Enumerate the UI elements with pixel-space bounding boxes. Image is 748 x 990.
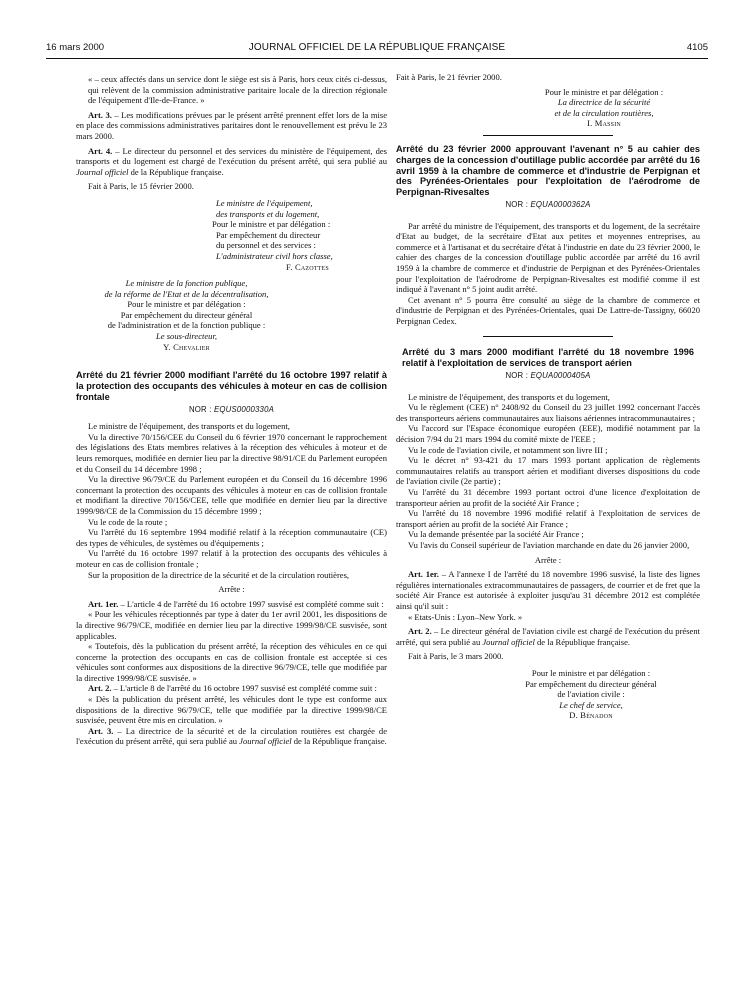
sig1-line: Pour le ministre et par délégation : <box>212 219 331 230</box>
article-1-paragraph <box>396 569 700 611</box>
quote-paragraph: « Pour les véhicules réceptionnés par type à dater du 1er avril 2001, les dispositions de la directive 96/79/CE, modifiée en dernier lieu par la directive 1999/98/CE susvisée, sont applicables. <box>76 609 387 641</box>
article-4-label: Art. 4. <box>88 145 113 156</box>
preamble-paragraph: Vu le décret n° 93-421 du 17 mars 1993 portant application de règlements communautaires relatifs au transport aérien et modifiant diverses dispositions du code de l'aviation civile (2e partie) ; <box>396 455 700 487</box>
body-paragraph: Cet avenant n° 5 pourra être consulté au siège de la chambre de commerce et d'industrie de Perpignan et des Pyrénées-Orientales, quai De Lattre-de-Tassigny, 66020 Perpignan Cedex. <box>396 294 700 326</box>
nor-code: EQUA0000362A <box>530 199 591 209</box>
nor-reference <box>76 405 387 416</box>
nor-reference <box>396 200 700 211</box>
preamble-paragraph: Vu l'avis du Conseil supérieur de l'aviation marchande en date du 26 janvier 2000, <box>408 539 690 550</box>
sig1-line: du personnel et des services : <box>216 240 316 251</box>
fait-date-3: Fait à Paris, le 3 mars 2000. <box>408 651 504 662</box>
nor-label: NOR : <box>505 199 531 209</box>
sig3-line: et de la circulation routières, <box>554 107 654 118</box>
article-4-journal: Journal officiel <box>76 166 129 177</box>
article-2-text: – Le directeur général de l'aviation civile est chargé de l'exécution du présent arrêté, qui sera publié au <box>396 626 700 647</box>
sig2-line: de la réforme de l'Etat et de la décentralisation, <box>104 288 269 299</box>
preamble-paragraph: Vu la demande présentée par la société Air France ; <box>408 529 584 540</box>
article-4-text-end: de la République française. <box>128 166 224 177</box>
header-journal-title: JOURNAL OFFICIEL DE LA RÉPUBLIQUE FRANÇAISE <box>248 42 506 53</box>
signatory-name: D. Bénadon <box>569 710 613 721</box>
article-2-journal: Journal officiel <box>482 636 535 647</box>
preamble-paragraph: Vu la directive 70/156/CEE du Conseil du 6 février 1970 concernant le rapprochement des législations des Etats membres relatives à la réception des véhicules à moteur et de leurs remorques, modifiée en dernier lieu par la directive 98/91/CE du Parlement européen et du Conseil du 14 décembre 1998 ; <box>76 431 387 474</box>
preamble-paragraph: Vu la directive 96/79/CE du Parlement européen et du Conseil du 16 décembre 1996 concernant la protection des occupants des véhicules à moteur en cas de collision frontale et modifiant la directive 70/156/CEE, telle que modifiée en dernier lieu par la directive 1999/98/CE de la Commission du 15 décembre 1999 ; <box>76 474 387 516</box>
signature-block-2 <box>76 278 387 352</box>
sig1-line: Le ministre de l'équipement, <box>216 197 313 208</box>
sig1-line: des transports et du logement, <box>216 208 320 219</box>
signature-block-1 <box>76 198 387 272</box>
article-2-paragraph <box>396 626 700 647</box>
article-1-label: Art. 1er. <box>408 569 439 580</box>
signatory-name: Y. Chevalier <box>163 341 210 352</box>
article-1-label: Art. 1er. <box>88 598 119 609</box>
preamble-paragraph: Sur la proposition de la directrice de la sécurité et de la circulation routières, <box>88 569 350 580</box>
preamble-paragraph: Le ministre de l'équipement, des transports et du logement, <box>408 391 610 402</box>
article-1-text: – A l'annexe I de l'arrêté du 18 novembre 1996 susvisé, la liste des lignes régulières internationales extracommunautaires de passagers, de courrier et de fret que la société Air France est autorisée à exploiter jusqu'au 31 décembre 2012 est complétée ainsi qu'il suit : <box>396 569 700 611</box>
body-paragraph: Par arrêté du ministre de l'équipement, des transports et du logement, de la secrétaire d'Etat au budget, de la secrétaire d'Etat aux petites et moyennes entreprises, au commerce et à l'artisanat et du secrétaire d'état à l'industrie en date du 23 février 2000, le cahier des charges de la concession d'outillage public accordée par arrêté du 16 avril 1959 à la chambre de commerce et d'industrie de Perpignan et des Pyrénées-Orientales pour l'exploitation de l'aérodrome de Perpignan-Rivesaltes est modifié comme il est indiqué à l'avenant n° 5 joint audit arrêté. <box>396 220 700 295</box>
nor-label: NOR : <box>505 371 531 381</box>
left-column <box>76 74 387 747</box>
sig1-line: Par empêchement du directeur <box>216 229 321 240</box>
article-3b-paragraph <box>76 726 387 747</box>
signature-block-3 <box>396 87 684 129</box>
sig2-line: Par empêchement du directeur général <box>120 309 253 320</box>
sig1-line: L'administrateur civil hors classe, <box>216 250 333 261</box>
preamble-paragraph: Vu l'arrêté du 18 novembre 1996 modifié relatif à l'exploitation de services de transport aérien au profit de la société Air France ; <box>396 508 700 529</box>
article-2-label: Art. 2. <box>408 626 432 637</box>
article-4-text: – Le directeur du personnel et des services du ministère de l'équipement, des transports et du logement est chargé de l'exécution du présent arrêté, qui sera publié au <box>76 145 388 167</box>
sig4-line: Le chef de service, <box>559 699 623 710</box>
fait-date-1: Fait à Paris, le 15 février 2000. <box>88 181 194 192</box>
nor-code: EQUA0000405A <box>530 371 591 381</box>
preamble-paragraph: Vu l'arrêté du 31 décembre 1993 portant octroi d'une licence d'exploitation de transporteur aérien au profit de la société Air France ; <box>396 487 700 508</box>
sig4-line: Pour le ministre et par délégation : <box>531 667 651 678</box>
article-3-text: – Les modifications prévues par le présent arrêté prennent effet lors de la mise en place des commissions administratives paritaires dont le renouvellement est prévu le 23 mars 2000. <box>76 109 387 141</box>
sig2-line: Le ministre de la fonction publique, <box>125 278 248 289</box>
preamble-paragraph: Vu l'accord sur l'Espace économique européen (EEE), modifié notamment par la décision 7/94 du 21 mars 1994 du comité mixte de l'EEE ; <box>396 423 700 445</box>
article-1-paragraph <box>76 599 387 610</box>
sig2-line: de l'administration et de la fonction publique : <box>107 320 266 331</box>
decree-title: Arrêté du 21 février 2000 modifiant l'arrêté du 16 octobre 1997 relatif à la protection des occupants des véhicules à moteur en cas de collision frontale <box>76 370 387 402</box>
article-2-text-end: de la République française. <box>534 636 631 647</box>
article-4-paragraph <box>76 146 387 178</box>
page-header <box>46 42 708 59</box>
decree-title: Arrêté du 23 février 2000 approuvant l'avenant n° 5 au cahier des charges de la concession d'outillage public accordée par arrêté du 16 avril 1959 à la chambre de commerce et d'industrie de Perpignan et des Pyrénées-Orientales pour l'exploitation de l'aérodrome de Perpignan-Rivesaltes <box>396 143 700 198</box>
signatory-name: I. Massin <box>587 118 621 129</box>
quote-paragraph: « Etats-Unis : Lyon–New York. » <box>408 611 523 622</box>
section-divider <box>483 336 613 337</box>
article-3-paragraph <box>76 110 387 142</box>
article-2-text: – L'article 8 de l'arrêté du 16 octobre 1997 susvisé est complété comme suit : <box>111 683 377 694</box>
sig3-line: Pour le ministre et par délégation : <box>544 86 664 97</box>
sig2-line: Le sous-directeur, <box>156 331 217 342</box>
article-2-paragraph <box>76 683 387 694</box>
sig3-line: La directrice de la sécurité <box>557 97 651 108</box>
signatory-name: F. Cazottes <box>286 261 329 272</box>
arrete-heading: Arrête : <box>534 554 562 565</box>
quote-paragraph: « Toutefois, dès la publication du présent arrêté, la réception des véhicules en ce qui concerne la protection des occupants en cas de collision frontale est acceptée si ces véhicules sont conformes aux dispositions de la directive 96/79/CE, telle que modifiée par la directive 1999/98/CE susvisée. » <box>76 641 387 683</box>
fait-date-2: Fait à Paris, le 21 février 2000. <box>396 72 502 82</box>
article-3b-text-end: de la République française. <box>291 736 387 747</box>
signature-block-4 <box>396 668 686 721</box>
arrete-heading: Arrête : <box>218 584 245 595</box>
sig2-line: Pour le ministre et par délégation : <box>127 299 246 310</box>
article-3b-journal: Journal officiel <box>239 736 292 747</box>
preamble-paragraph: Vu l'arrêté du 16 septembre 1994 modifié relatif à la réception communautaire (CE) des types de véhicules, de systèmes ou d'équipements ; <box>76 527 387 548</box>
header-page-number: 4105 <box>686 42 708 53</box>
nor-label: NOR : <box>188 404 214 414</box>
preamble-paragraph: Vu l'arrêté du 16 octobre 1997 relatif à la protection des occupants des véhicules à moteur en cas de collision frontale ; <box>76 548 387 569</box>
article-3b-text: – La directrice de la sécurité et de la circulation routières est chargée de l'exécution du présent arrêté, qui sera publié au <box>76 725 387 747</box>
preamble-paragraph: Le ministre de l'équipement, des transports et du logement, <box>88 421 290 432</box>
preamble-paragraph: Vu le règlement (CEE) n° 2408/92 du Conseil du 23 juillet 1992 concernant l'accès des transporteurs aériens communautaires aux liaisons aériennes intracommunautaires ; <box>396 402 700 423</box>
sig4-line: de l'aviation civile : <box>557 689 625 700</box>
sig4-line: Par empêchement du directeur général <box>525 678 657 689</box>
nor-reference <box>396 371 700 382</box>
article-2-label: Art. 2. <box>88 683 112 694</box>
quoted-intro <box>76 74 387 106</box>
header-date: 16 mars 2000 <box>46 42 105 53</box>
preamble-paragraph: Vu le code de l'aviation civile, et notamment son livre III ; <box>408 444 608 455</box>
preamble-paragraph: Vu le code de la route ; <box>88 516 168 527</box>
article-3-label: Art. 3. <box>88 109 112 120</box>
decree-title: Arrêté du 3 mars 2000 modifiant l'arrêté du 18 novembre 1996 relatif à l'exploitation de services de transport aérien <box>402 347 694 369</box>
article-1-text: – L'article 4 de l'arrêté du 16 octobre 1997 susvisé est complété comme suit : <box>118 598 384 609</box>
article-3b-label: Art. 3. <box>88 725 114 736</box>
right-column <box>396 72 700 721</box>
quote-paragraph: « Dès la publication du présent arrêté, les véhicules dont le type est conforme aux dispositions de la directive 96/79/CE, telle que modifiée par la directive 1999/98/CE susvisée, peuvent être mis en circulation. » <box>76 694 387 726</box>
intro-paragraph: « – ceux affectés dans un service dont le siège est sis à Paris, hors ceux cités ci-dessus, qui relèvent de la commission administrative paritaire locale de la direction régionale de l'équipement d'Ile-de-France. » <box>88 74 387 106</box>
section-divider <box>483 135 613 136</box>
nor-code: EQUS0000330A <box>213 404 275 414</box>
